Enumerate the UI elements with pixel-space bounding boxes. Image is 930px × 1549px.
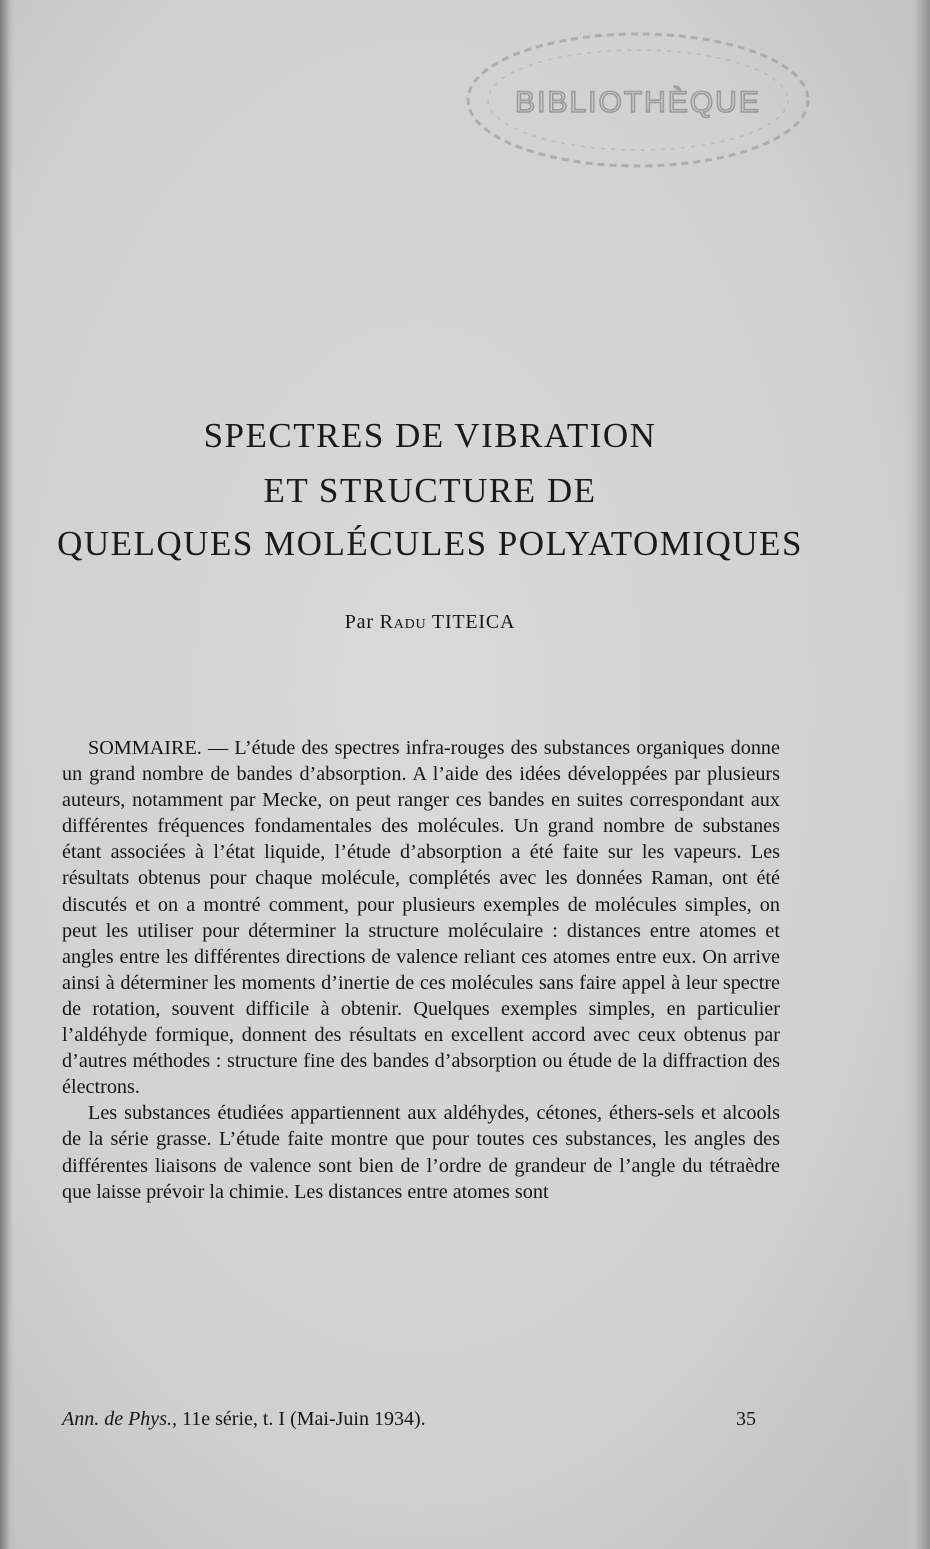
author-first-name: Radu xyxy=(379,611,427,633)
article-title-line-3: QUELQUES MOLÉCULES POLYATOMIQUES xyxy=(57,524,803,563)
journal-name: Ann. de Phys., xyxy=(62,1408,177,1430)
body-paragraph: Les substances étudiées appartiennent aux aldéhydes, cétones, éthers-sels et alcools de la série grasse. L’étude faite montre que pour toutes ces substances, les angles des différentes liaisons de valence sont bien de l’ordre de grandeur de l’angle du tétraèdre que laisse prévoir la chimie. Les distances entre atomes sont xyxy=(62,1102,780,1203)
page-footer xyxy=(62,1408,756,1438)
author-last-name: TITEICA xyxy=(431,611,516,633)
byline-prefix: Par xyxy=(344,611,374,633)
citation-details: 11e série, t. I (Mai-Juin 1934). xyxy=(176,1408,426,1430)
article-body xyxy=(62,735,780,1205)
page-number: 35 xyxy=(736,1408,756,1430)
abstract-paragraph: SOMMAIRE. — L’étude des spectres infra-rouges des substances organiques donne un grand nombre de bandes d’absorption. A l’aide des idées développées par plusieurs auteurs, notamment par Mecke, on peut ranger ces bandes en suites correspondant aux différentes fréquences fondamentales des molécules. Un grand nombre de substanes étant associées à l’état liquide, l’étude d’absorption a été faite sur les vapeurs. Les résultats obtenus pour chaque molécule, complétés avec les données Raman, ont été discutés et on a montré comment, pour plusieurs exemples de molécules simples, on peut les utiliser pour déterminer la structure moléculaire : distances entre atomes et angles entre les différentes directions de valence reliant ces atomes entre eux. On arrive ainsi à déterminer les moments d’inertie de ces molécules sans faire appel à leur spectre de rotation, souvent difficile à obtenir. Quelques exemples simples, en particulier l’aldéhyde formique, donnent des résultats en excellent accord avec ceux obtenus par d’autres méthodes : structure fine des bandes d’absorption ou étude de la diffraction des électrons. xyxy=(62,737,780,1099)
article-title-line-1: SPECTRES DE VIBRATION xyxy=(203,416,657,455)
stamp-text: BIBLIOTHÈQUE xyxy=(515,86,761,119)
library-stamp xyxy=(462,28,814,178)
journal-citation xyxy=(62,1408,426,1431)
page-edge-right xyxy=(904,0,930,1549)
byline xyxy=(230,611,630,634)
page-edge-left xyxy=(0,0,14,1549)
article-title-line-2: ET STRUCTURE DE xyxy=(263,471,597,510)
